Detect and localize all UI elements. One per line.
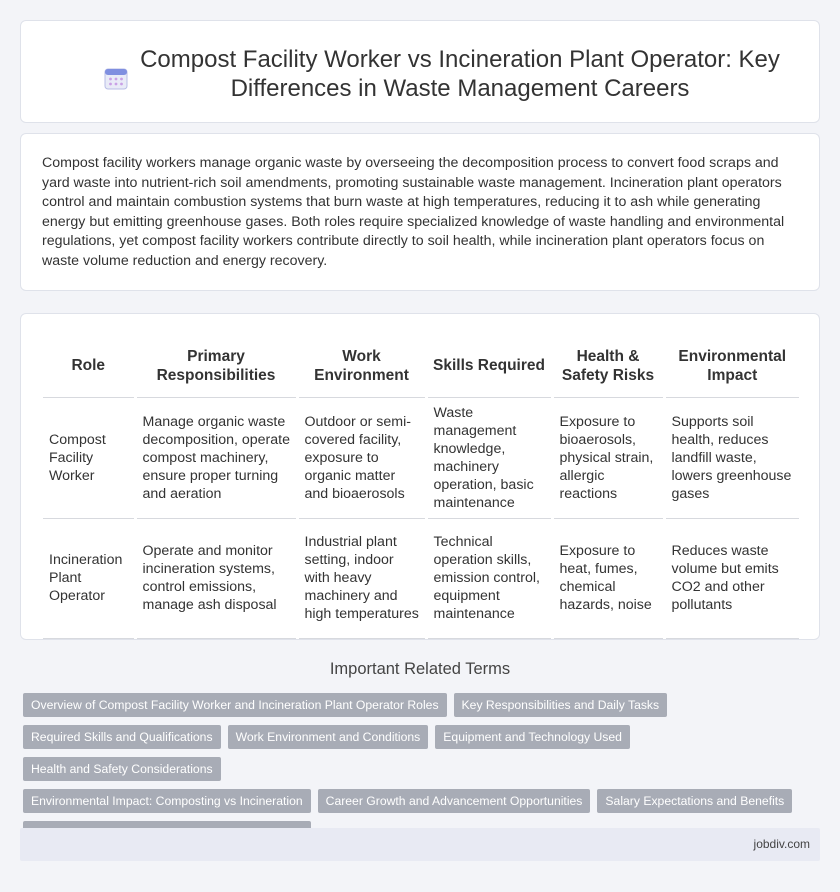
table-cell: Incineration Plant Operator <box>43 518 135 638</box>
column-header: Health & Safety Risks <box>552 334 664 397</box>
table-cell: Outdoor or semi-covered facility, exposure to organic matter and bioaerosols <box>297 397 426 518</box>
column-header: Skills Required <box>426 334 552 397</box>
calendar-icon <box>104 67 128 91</box>
title-card <box>20 20 820 123</box>
column-header: Environmental Impact <box>664 334 799 397</box>
table-header-row <box>43 334 799 397</box>
related-term-tag[interactable]: Work Environment and Conditions <box>228 725 429 749</box>
footer <box>20 828 820 861</box>
intro-paragraph: Compost facility workers manage organic waste by overseeing the decomposition process to convert food scraps and yard waste into nutrient-rich soil amendments, promoting sustainable waste management. Incineration plant operators control and maintain combustion systems that burn waste at high temperatures, reducing it to ash while generating energy but emitting greenhouse gases. Both roles require specialized knowledge of waste handling and environmental regulations, yet compost facility workers contribute directly to soil health, while incineration plant operators focus on waste volume reduction and energy recovery. <box>42 155 785 269</box>
column-header: Role <box>43 334 135 397</box>
table-row <box>43 397 799 518</box>
table-cell: Exposure to bioaerosols, physical strain, allergic reactions <box>552 397 664 518</box>
related-term-tag[interactable]: Key Responsibilities and Daily Tasks <box>454 693 668 717</box>
footer-site-link[interactable]: jobdiv.com <box>753 837 810 851</box>
comparison-table <box>43 334 799 639</box>
related-term-tag[interactable]: Environmental Impact: Composting vs Incineration <box>23 789 311 813</box>
intro-card <box>20 133 820 291</box>
table-row <box>43 518 799 638</box>
related-terms-title: Important Related Terms <box>329 660 511 678</box>
related-term-tag[interactable]: Overview of Compost Facility Worker and Incineration Plant Operator Roles <box>23 693 447 717</box>
page-title: Compost Facility Worker vs Incineration Plant Operator: Key Differences in Waste Management Careers <box>140 46 780 102</box>
table-cell: Manage organic waste decomposition, operate compost machinery, ensure proper turning and aeration <box>135 397 297 518</box>
related-term-tag[interactable]: Required Skills and Qualifications <box>23 725 221 749</box>
related-term-tag[interactable]: Salary Expectations and Benefits <box>597 789 792 813</box>
table-cell: Technical operation skills, emission control, equipment maintenance <box>426 518 552 638</box>
column-header: Work Environment <box>297 334 426 397</box>
related-term-tag[interactable]: Career Growth and Advancement Opportunities <box>318 789 591 813</box>
table-cell: Supports soil health, reduces landfill waste, lowers greenhouse gases <box>664 397 799 518</box>
table-cell: Waste management knowledge, machinery operation, basic maintenance <box>426 397 552 518</box>
table-cell: Operate and monitor incineration systems, control emissions, manage ash disposal <box>135 518 297 638</box>
related-term-tag[interactable]: Health and Safety Considerations <box>23 757 221 781</box>
related-term-tag[interactable]: Equipment and Technology Used <box>435 725 630 749</box>
table-cell: Compost Facility Worker <box>43 397 135 518</box>
table-cell: Industrial plant setting, indoor with heavy machinery and high temperatures <box>297 518 426 638</box>
column-header: Primary Responsibilities <box>135 334 297 397</box>
comparison-table-card <box>20 313 820 640</box>
table-cell: Exposure to heat, fumes, chemical hazards, noise <box>552 518 664 638</box>
table-cell: Reduces waste volume but emits CO2 and other pollutants <box>664 518 799 638</box>
